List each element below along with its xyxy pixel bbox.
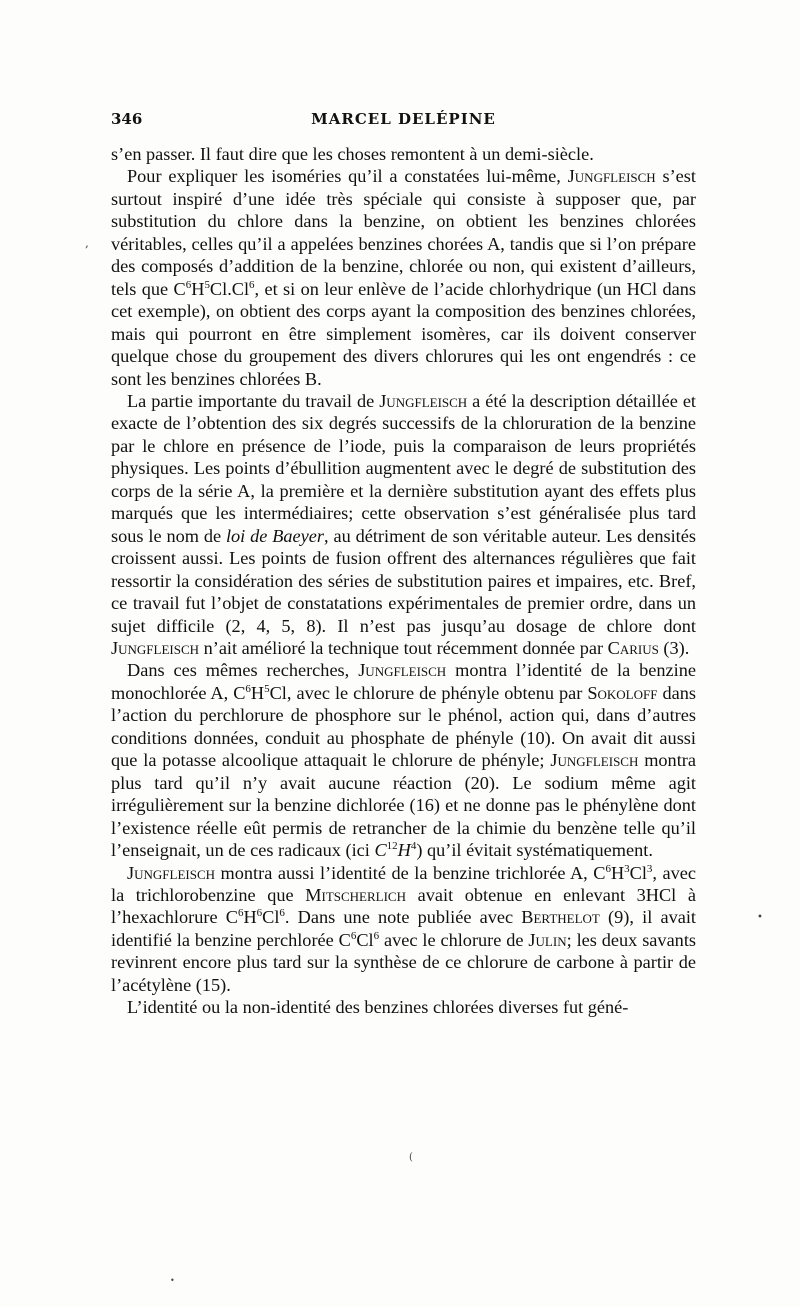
text-segment: montra plus tard qu’il n’y avait aucune réaction (20). Le sodium même agit irrégulièrement sur la benzine dichlorée (16) et ne donne pas le phénylène dont l’existence réelle eût permis de retrancher de la chimie du benzène telle qu’il l’enseignait, un de ces radicaux (ici	[111, 750, 696, 861]
text-segment: (9), il avait identifié la benzine perchlorée C	[111, 907, 696, 950]
text-segment: 6	[373, 929, 380, 942]
text-segment: 6	[605, 862, 611, 875]
author-name: Carius	[607, 637, 659, 658]
paragraph	[111, 659, 696, 861]
text-segment: 3	[624, 862, 630, 875]
text-segment: H	[191, 278, 205, 299]
text-segment: s’en passer. Il faut dire que les choses remontent à un demi-siècle.	[111, 144, 594, 164]
text-segment: , et si on leur enlève de l’acide chlorhydrique (un HCl dans cet exemple), on obtient des corps ayant la composition des benzines chlorées, mais qui pourront en être simplement isomères, car ils doivent conserver quelque chose du groupement des divers chlorures qui les ont engendrés : ce sont les benzines chlorées B.	[111, 278, 696, 389]
author-name: Jungfleisch	[358, 660, 447, 681]
text-segment: ; les deux savants revinrent encore plus tard sur la synthèse de ce chlorure de carbone à partir de l’acétylène (15).	[111, 929, 697, 995]
text-segment: 6	[249, 278, 255, 291]
text-segment: H	[243, 907, 257, 928]
body-text	[111, 143, 696, 1019]
margin-mark: ,	[85, 236, 89, 250]
author-name: Jungfleisch	[567, 166, 656, 187]
text-segment: montra aussi l’identité de la benzine trichlorée A, C	[215, 862, 606, 883]
text-segment: n’ait amélioré la technique tout récemment donnée par	[199, 637, 608, 658]
page-number: 346	[111, 110, 143, 128]
author-name: Jungfleisch	[379, 390, 468, 411]
text-segment: 5	[204, 278, 210, 291]
text-segment: La partie importante du travail de	[127, 390, 380, 411]
author-name: Julin	[528, 929, 567, 950]
text-segment: ) qu’il évitait systématiquement.	[416, 840, 653, 861]
text-segment: 3	[646, 862, 653, 875]
text-segment: 4	[410, 839, 417, 852]
text-segment: , avec la trichlorobenzine que	[111, 862, 696, 905]
text-segment: 6	[350, 929, 357, 942]
text-segment: 6	[185, 278, 192, 291]
text-segment: H	[610, 862, 625, 883]
margin-mark: •	[757, 912, 763, 923]
author-name: Mitscherlich	[305, 884, 406, 905]
text-segment: 6	[237, 907, 244, 920]
text-segment: 12	[386, 839, 398, 852]
text-segment: montra l’identité de la benzine monochlorée A, C	[111, 660, 696, 703]
text-segment: L’identité ou la non-identité des benzines chlorées diverses fut géné-	[127, 997, 629, 1018]
text-segment: 5	[264, 682, 270, 695]
author-name: Sokoloff	[587, 682, 658, 703]
text-segment: C	[374, 840, 387, 861]
text-segment: 6	[279, 907, 285, 920]
text-segment: . Dans une note publiée avec	[284, 907, 522, 928]
text-segment: avec le chlorure de	[379, 929, 529, 950]
text-segment: H	[397, 840, 411, 861]
text-segment: H	[250, 682, 265, 703]
text-segment: avait obtenue en enlevant 3HCl à l’hexachlorure C	[111, 884, 696, 928]
text-segment: Cl	[356, 929, 374, 950]
author-name: Jungfleisch	[127, 862, 216, 883]
paragraph	[111, 862, 696, 997]
author-name: Berthelot	[521, 907, 600, 928]
text-segment: Cl, avec le chlorure de phényle obtenu par	[269, 682, 588, 703]
text-segment: dans l’action du perchlorure de phosphore sur le phénol, action qui, dans d’autres conditions données, conduit au phosphate de phényle (10). On avait dit aussi que la potasse alcoolique attaquait le chlorure de phényle;	[111, 682, 696, 771]
text-segment: , au détriment de son véritable auteur. Les densités croissent aussi. Les points de fusion offrent des alternances régulières que fait ressortir la considération des séries de substitution paires et impaires, etc. Bref, ce travail fut l’objet de constatations expérimentales de premier ordre, dans un sujet difficile (2, 4, 5, 8). Il n’est pas jusqu’au dosage de chlore dont	[111, 525, 696, 636]
text-segment: a été la description détaillée et exacte de l’obtention des six degrés successifs de la chloruration de la benzine par le chlore en présence de l’iode, puis la comparaison de leurs propriétés physiques. Les points d’ébullition augmentent avec le degré de substitution des corps de la série A, la première et la dernière substitution ayant des effets plus marqués que les intermédiaires; cette observation s’est généralisée plus tard sous le nom de	[111, 390, 697, 546]
paragraph	[111, 143, 696, 165]
running-title: MARCEL DELÉPINE	[311, 110, 496, 128]
text-segment: Cl.Cl	[209, 278, 250, 299]
text-segment: 6	[245, 682, 251, 695]
text-segment: Cl	[262, 907, 280, 928]
paragraph	[111, 390, 696, 659]
margin-mark: (	[409, 1152, 413, 1163]
text-segment: (3).	[658, 637, 690, 658]
paragraph	[111, 996, 696, 1018]
text-segment: Pour expliquer les isoméries qu’il a constatées lui-même,	[127, 166, 568, 187]
page-header	[111, 110, 696, 134]
text-segment: s’est surtout inspiré d’une idée très spéciale qui consiste à supposer que, par substitution du chlore dans la benzine, on obtient les benzines chlorées véritables, celles qu’il a appelées benzines chorées A, tandis que si l’on prépare des composés d’addition de la benzine, chlorée ou non, qui existent d’ailleurs, tels que C	[111, 166, 696, 299]
paragraph	[111, 165, 696, 390]
author-name: Jungfleisch	[550, 750, 639, 771]
text-segment: Dans ces mêmes recherches,	[127, 660, 359, 681]
author-name: Jungfleisch	[111, 637, 200, 658]
text-segment: loi de Baeyer	[225, 525, 325, 546]
margin-mark: •	[170, 1276, 175, 1285]
text-segment: 6	[256, 907, 263, 920]
text-segment: Cl	[629, 862, 647, 883]
